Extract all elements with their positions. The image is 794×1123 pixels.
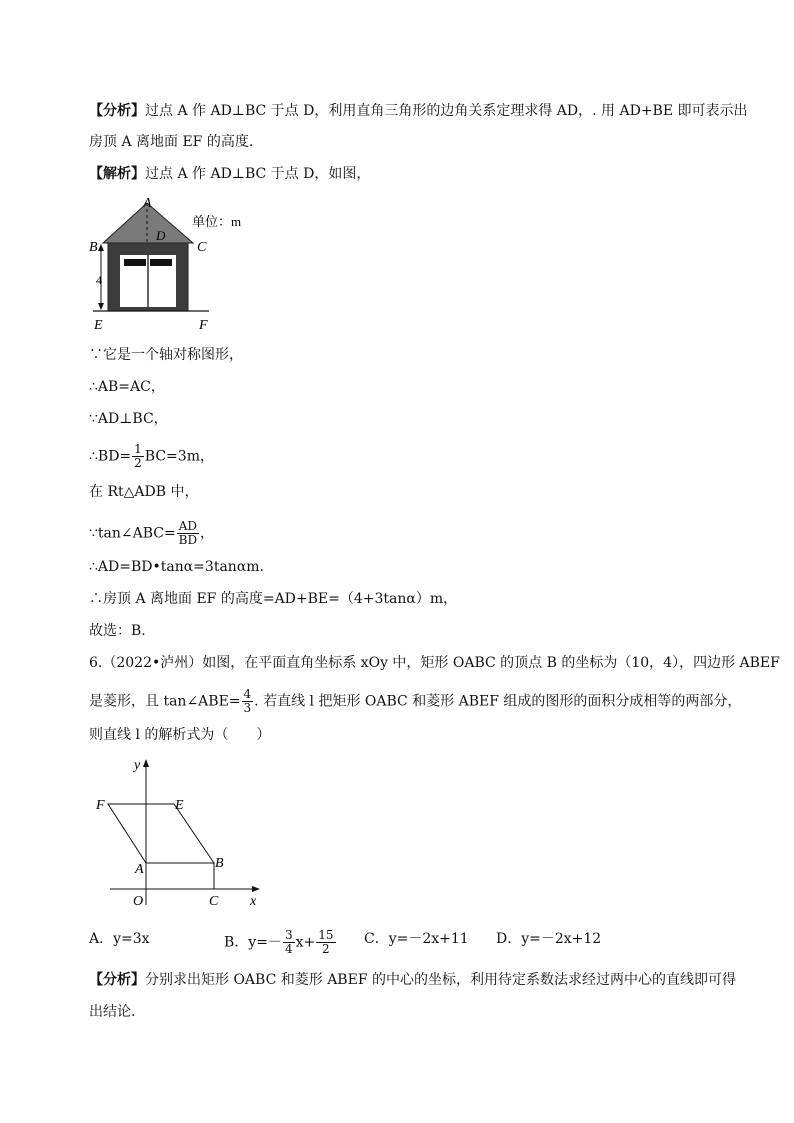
analysis-text: 分别求出矩形 OABC 和菱形 ABEF 的中心的坐标，利用待定系数法求经过两中心的直线即可得	[145, 972, 736, 988]
fraction-half	[132, 443, 144, 470]
label-C: C	[209, 894, 219, 909]
label-D: D	[156, 228, 166, 243]
label-F: F	[96, 798, 105, 813]
fraction-denominator: 2	[322, 942, 330, 956]
question-6-line-3: 则直线 l 的解析式为（ ）	[89, 727, 271, 743]
label-F: F	[199, 318, 208, 333]
height-label: 4	[96, 273, 102, 287]
label-A: A	[135, 862, 144, 877]
fraction-numerator: AD	[178, 519, 198, 533]
house-figure	[85, 193, 265, 333]
x-axis-arrow	[252, 886, 260, 892]
analysis-label: 【分析】	[89, 972, 145, 988]
step-2: ∴AB=AC，	[89, 379, 165, 395]
question-6-line-1: 6.（2022•泸州）如图，在平面直角坐标系 xOy 中，矩形 OABC 的顶点 B 的坐标为（10，4），四边形 ABEF	[89, 655, 780, 671]
label-B: B	[215, 856, 224, 871]
option-d: D．y=－2x+12	[496, 931, 602, 947]
step-3: ∵AD⊥BC，	[89, 411, 168, 427]
step-9: 故选：B.	[89, 623, 146, 639]
fraction-numerator: 1	[134, 442, 142, 456]
fraction-fifteen-halves	[316, 929, 335, 956]
option-b	[224, 929, 337, 956]
step-1: ∵它是一个轴对称图形，	[89, 347, 243, 363]
fraction-numerator: 4	[243, 687, 252, 701]
step-6	[89, 520, 214, 547]
step-4-prefix: ∴BD=	[89, 448, 132, 465]
option-b-mid: x+	[295, 934, 316, 951]
solution-1-line-1	[89, 164, 370, 184]
step-5: 在 Rt△ADB 中，	[89, 484, 199, 500]
rectangle-OABC	[146, 863, 214, 889]
solution-text: 过点 A 作 AD⊥BC 于点 D，如图，	[145, 166, 371, 182]
fraction-three-quarters	[283, 929, 295, 956]
fraction-numerator: 15	[318, 928, 334, 942]
step-8: ∴房顶 A 离地面 EF 的高度=AD+BE=（4+3tanα）m，	[89, 591, 458, 607]
door-right-bar	[150, 259, 172, 266]
door-left-bar	[124, 259, 146, 266]
step-4	[89, 443, 214, 470]
label-A: A	[143, 196, 152, 211]
fraction-four-thirds	[242, 688, 254, 715]
option-a: A．y=3x	[89, 931, 150, 947]
analysis-2-line-2: 出结论.	[89, 1004, 136, 1020]
label-C: C	[197, 240, 207, 255]
label-x: x	[250, 894, 257, 909]
option-c: C．y=－2x+11	[364, 931, 469, 947]
label-O: O	[133, 894, 144, 909]
step-6-suffix: ，	[200, 525, 215, 542]
label-B: B	[89, 240, 98, 255]
coordinate-figure	[90, 755, 270, 915]
label-E: E	[175, 798, 184, 813]
fraction-ad-bd	[177, 520, 199, 547]
step-7: ∴AD=BD•tanα=3tanαm.	[89, 559, 264, 575]
y-axis-arrow	[143, 759, 149, 767]
analysis-2-line-1	[89, 970, 736, 990]
analysis-1-line-1	[89, 101, 748, 121]
step-6-prefix: ∵tan∠ABC=	[89, 525, 176, 542]
step-4-suffix: BC=3m，	[144, 448, 214, 465]
fraction-denominator: 4	[284, 942, 293, 956]
rhombus-ABEF	[108, 804, 214, 863]
label-E: E	[94, 318, 103, 333]
question-6-line-2	[89, 688, 741, 715]
fraction-denominator: 3	[243, 701, 252, 715]
option-b-prefix: B．y=－	[224, 934, 282, 951]
analysis-1-line-2: 房顶 A 离地面 EF 的高度.	[89, 134, 254, 150]
question-6-prefix: 是菱形，且 tan∠ABE=	[89, 693, 241, 710]
solution-label: 【解析】	[89, 166, 145, 182]
arrow-head-down	[98, 303, 104, 310]
question-6-suffix: . 若直线 l 把矩形 OABC 和菱形 ABEF 组成的图形的面积分成相等的两部分，	[254, 693, 742, 710]
fraction-numerator: 3	[284, 928, 293, 942]
unit-label: 单位：m	[192, 214, 242, 229]
fraction-denominator: 2	[134, 456, 142, 470]
analysis-text: 过点 A 作 AD⊥BC 于点 D，利用直角三角形的边角关系定理求得 AD，. 用 AD+BE 即可表示出	[145, 103, 748, 119]
label-y: y	[134, 758, 141, 773]
fraction-denominator: BD	[178, 533, 198, 547]
arrow-head-up	[98, 244, 104, 251]
analysis-label: 【分析】	[89, 103, 145, 119]
